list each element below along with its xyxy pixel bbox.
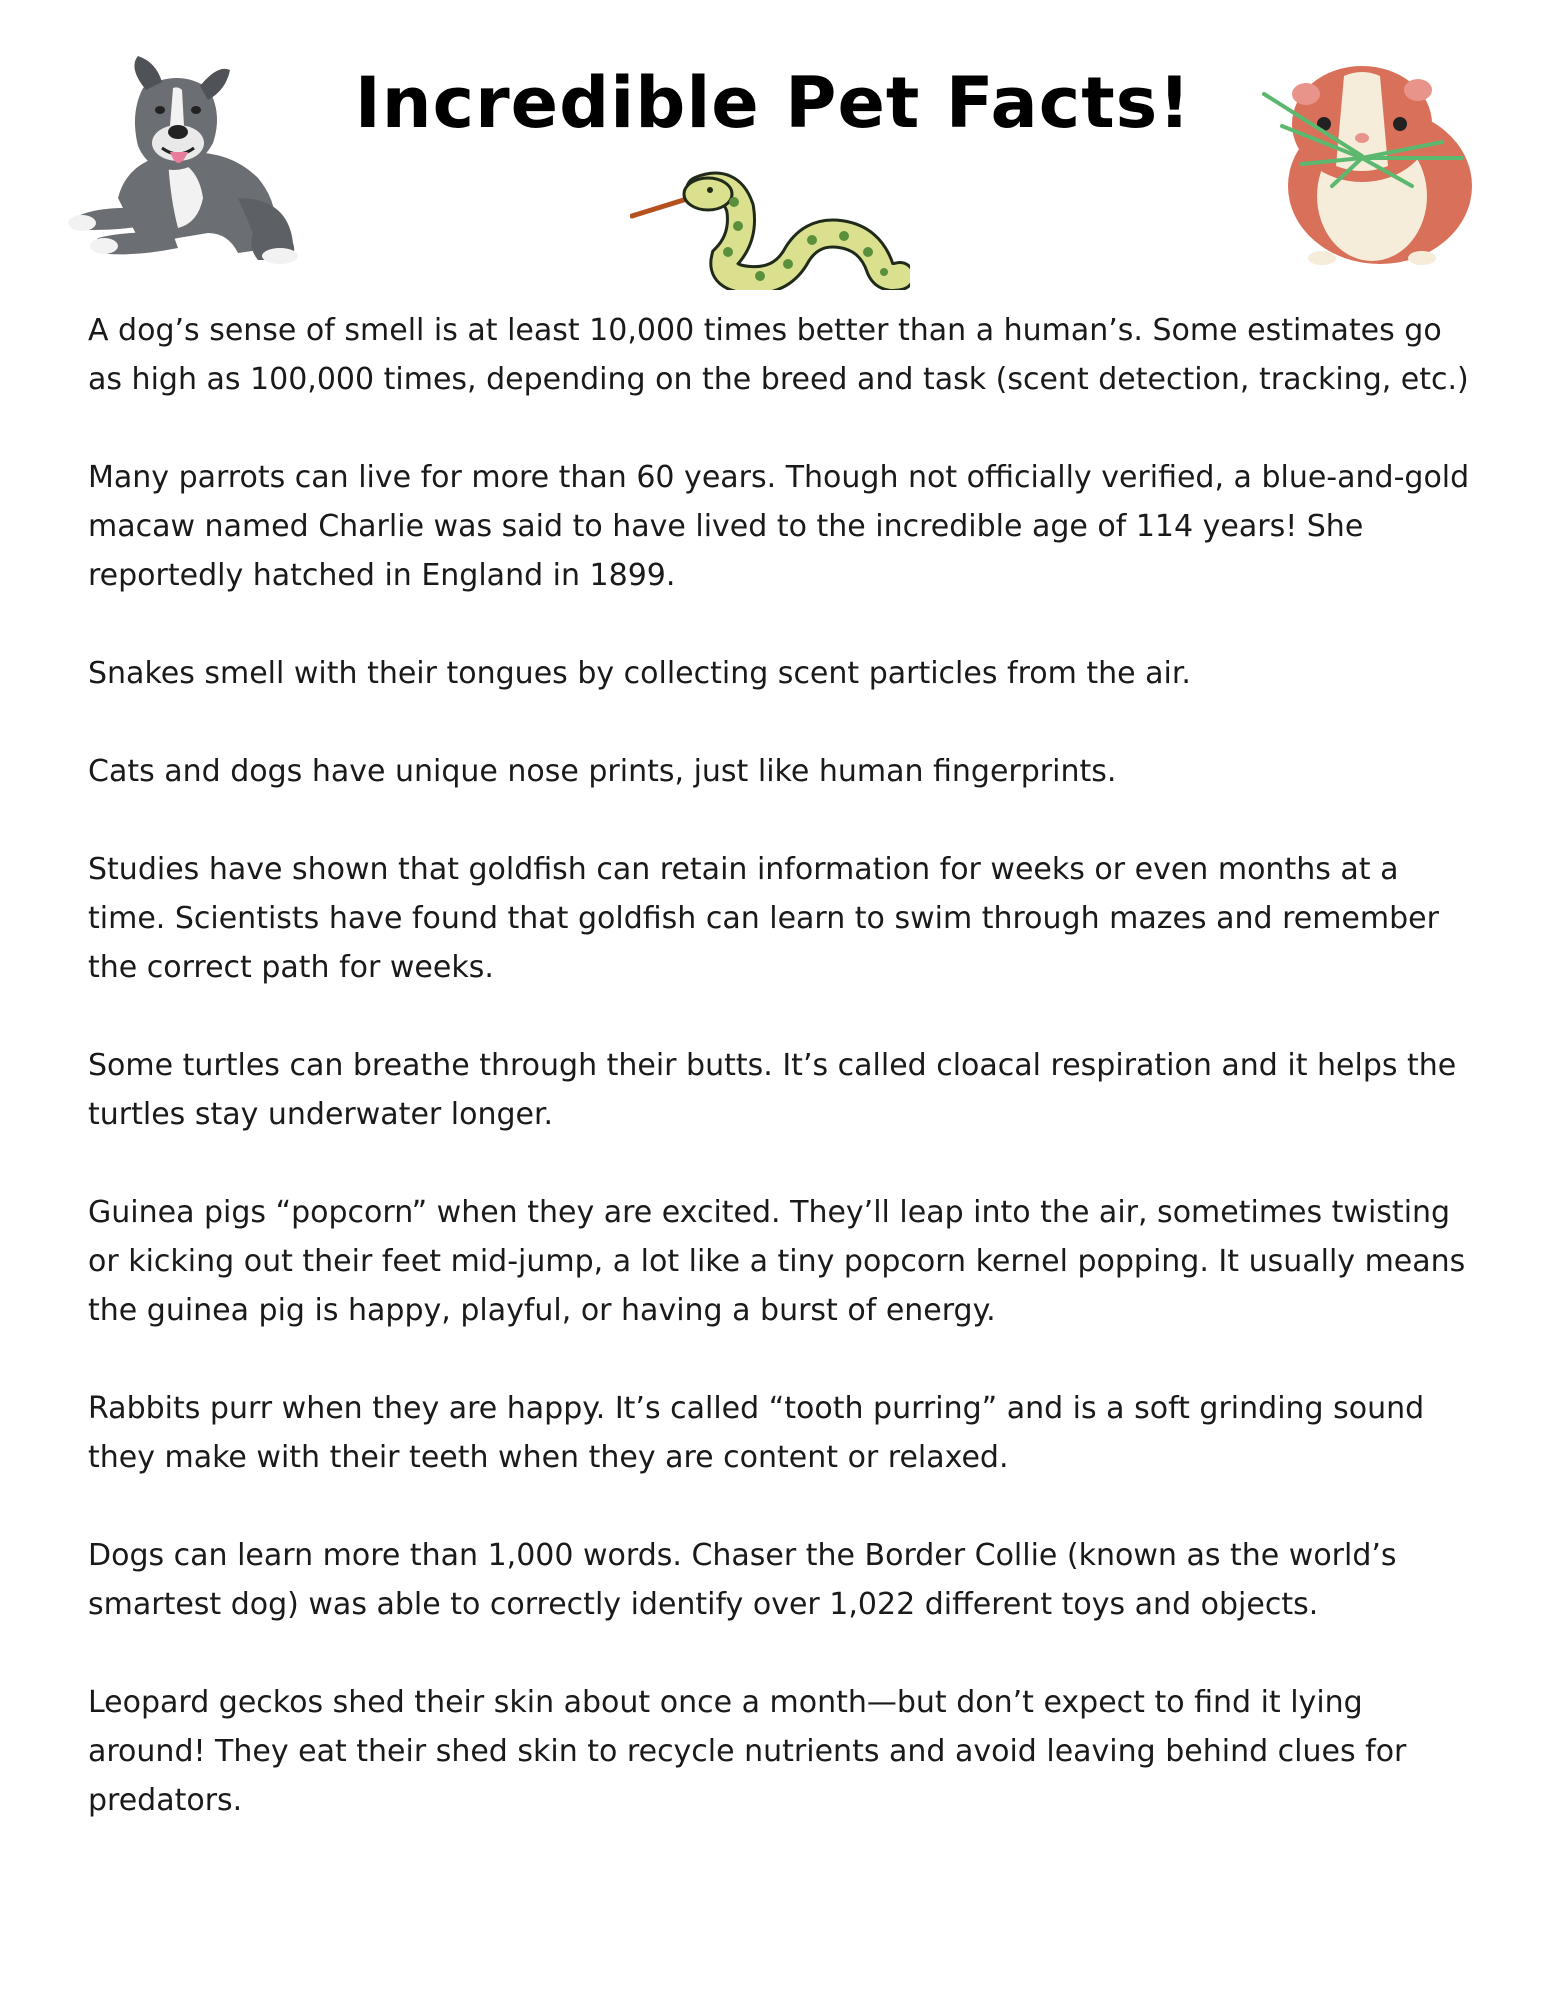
fact-goldfish-memory: Studies have shown that goldfish can retain information for weeks or even months at a time. Scientists have found that goldfish can learn to swim through mazes and remember the correct path for weeks. (88, 852, 1439, 985)
fact-snake-tongue: Snakes smell with their tongues by collecting scent particles from the air. (88, 656, 1191, 691)
fact-dog-smell: A dog’s sense of smell is at least 10,000 times better than a human’s. Some estimates go as high as 100,000 times, depending on the breed and task (scent detection, tracking, etc.) (88, 313, 1469, 397)
facts-list (88, 306, 1478, 1874)
fact-guinea-popcorn: Guinea pigs “popcorn” when they are excited. They’ll leap into the air, sometimes twisting or kicking out their feet mid-jump, a lot like a tiny popcorn kernel popping. It usually means the guinea pig is happy, playful, or having a burst of energy. (88, 1195, 1466, 1328)
fact-parrot-lifespan: Many parrots can live for more than 60 years. Though not officially verified, a blue-and-gold macaw named Charlie was said to have lived to the incredible age of 114 years! She reportedly hatched in England in 1899. (88, 460, 1470, 593)
fact-dog-words: Dogs can learn more than 1,000 words. Chaser the Border Collie (known as the world’s smartest dog) was able to correctly identify over 1,022 different toys and objects. (88, 1538, 1397, 1622)
snake-icon (630, 168, 910, 290)
snake-illustration (630, 168, 910, 290)
page-title: Incredible Pet Facts! (354, 62, 1192, 144)
guinea-pig-icon (1262, 46, 1484, 272)
fact-gecko-shed: Leopard geckos shed their skin about once a month—but don’t expect to find it lying around! They eat their shed skin to recycle nutrients and avoid leaving behind clues for predators. (88, 1685, 1407, 1818)
fact-rabbit-purr: Rabbits purr when they are happy. It’s called “tooth purring” and is a soft grinding sound they make with their teeth when they are content or relaxed. (88, 1391, 1425, 1475)
fact-turtle-breathing: Some turtles can breathe through their butts. It’s called cloacal respiration and it helps the turtles stay underwater longer. (88, 1048, 1457, 1132)
guinea-pig-illustration (1262, 46, 1484, 272)
fact-nose-prints: Cats and dogs have unique nose prints, just like human fingerprints. (88, 754, 1117, 789)
